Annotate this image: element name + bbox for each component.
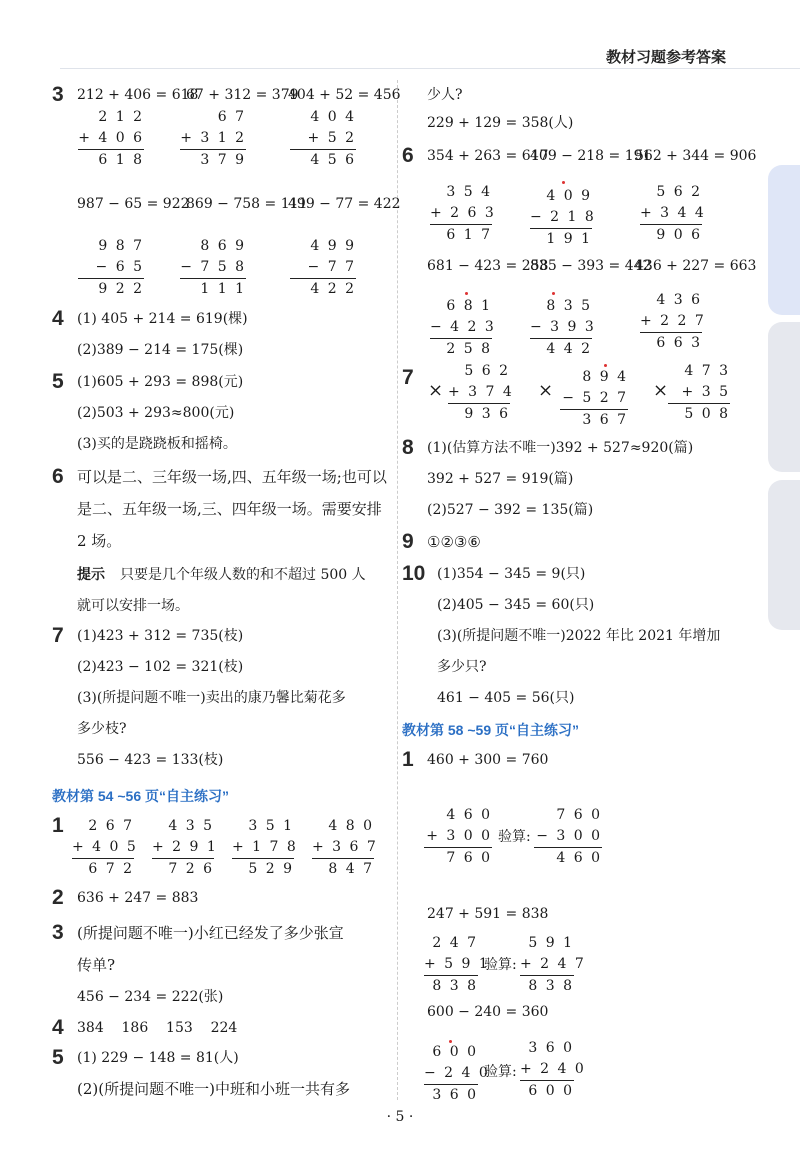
answer-line: (1) 229 − 148 = 81(人) — [77, 1050, 239, 1066]
header-title: 教材习题参考答案 — [606, 49, 727, 66]
question-number: 10 — [402, 562, 426, 585]
vertical-calc: 8 3 5 − 3 9 3 4 4 2 — [530, 296, 592, 360]
wrong-mark: × — [428, 380, 444, 401]
answer-line: (2)503 + 293≈800(元) — [77, 405, 235, 421]
equation: 987 − 65 = 922 — [77, 196, 190, 212]
question-number: 4 — [52, 1016, 64, 1039]
vertical-calc: 5 9 1 + 2 4 7 8 3 8 — [520, 933, 574, 997]
answer-line: (3)买的是跷跷板和摇椅。 — [77, 436, 237, 452]
tip-text: 只要是几个年级人数的和不超过 500 人 — [120, 567, 366, 583]
vertical-calc: 4 6 0 + 3 0 0 7 6 0 — [424, 805, 492, 869]
answer-line: (所提问题不唯一)小红已经发了多少张宣 — [77, 924, 344, 942]
answer-line: 是二、五年级一场,三、四年级一场。需要安排 — [77, 500, 382, 518]
wrong-mark: × — [538, 380, 554, 401]
answer-line: 可以是二、三年级一场,四、五年级一场;也可以 — [77, 468, 387, 486]
vertical-calc: 2 6 7 + 4 0 5 6 7 2 — [72, 816, 134, 880]
equation: 869 − 758 = 111 — [186, 196, 308, 212]
vertical-calc: 6 0 0 − 2 4 0 3 6 0 — [424, 1042, 478, 1106]
vertical-calc: 9 8 7 − 6 5 9 2 2 — [78, 236, 144, 300]
vertical-calc: 4 3 6 + 2 2 7 6 6 3 — [640, 290, 702, 354]
equation: 67 + 312 = 379 — [186, 87, 299, 103]
question-number: 9 — [402, 530, 414, 553]
check-label: 验算: — [484, 1064, 517, 1080]
header-rule — [60, 68, 800, 69]
vertical-calc: 3 5 1 + 1 7 8 5 2 9 — [232, 816, 294, 880]
question-number: 3 — [52, 921, 64, 944]
answer-line: 2 场。 — [77, 532, 122, 550]
side-tab-1[interactable] — [768, 165, 800, 315]
equation: 835 − 393 = 442 — [530, 258, 652, 274]
vertical-calc: 6 7 + 3 1 2 3 7 9 — [180, 107, 246, 171]
answer-line: ①②③⑥ — [427, 533, 481, 551]
side-tab-2[interactable] — [768, 322, 800, 472]
equation: 354 + 263 = 617 — [427, 148, 549, 164]
answer-line: (1) 405 + 214 = 619(棵) — [77, 311, 248, 327]
answer-line: (3)(所提问题不唯一)卖出的康乃馨比菊花多 — [77, 690, 346, 706]
vertical-calc: 4 8 0 + 3 6 7 8 4 7 — [312, 816, 374, 880]
question-number: 7 — [52, 624, 64, 647]
side-tab-3[interactable] — [768, 480, 800, 630]
carry-dot — [562, 181, 565, 184]
question-number: 5 — [52, 1046, 64, 1069]
carry-dot — [552, 292, 555, 295]
equation: 409 − 218 = 191 — [530, 148, 652, 164]
vertical-calc: 8 9 4 − 5 2 7 3 6 7 — [560, 367, 628, 431]
equation: 460 + 300 = 760 — [427, 752, 549, 768]
answer-line: (2)405 − 345 = 60(只) — [437, 597, 595, 613]
vertical-calc: 5 6 2 + 3 7 4 9 3 6 — [448, 361, 510, 425]
answer-line: (3)(所提问题不唯一)2022 年比 2021 年增加 — [437, 628, 721, 644]
question-number: 4 — [52, 307, 64, 330]
equation: 681 − 423 = 258 — [427, 258, 549, 274]
section-heading: 教材第 58 ~59 页“自主练习” — [402, 722, 579, 738]
question-number: 1 — [52, 814, 64, 837]
vertical-calc: 7 6 0 − 3 0 0 4 6 0 — [534, 805, 602, 869]
answer-line: 392 + 527 = 919(篇) — [427, 471, 574, 487]
equation: 212 + 406 = 618 — [77, 87, 199, 103]
vertical-calc: 4 0 9 − 2 1 8 1 9 1 — [530, 186, 592, 250]
vertical-calc: 6 8 1 − 4 2 3 2 5 8 — [430, 296, 492, 360]
equation: 600 − 240 = 360 — [427, 1004, 549, 1020]
equation: 562 + 344 = 906 — [635, 148, 757, 164]
equation: 436 + 227 = 663 — [635, 258, 757, 274]
vertical-calc: 3 6 0 + 2 4 0 6 0 0 — [520, 1038, 574, 1102]
equation: 247 + 591 = 838 — [427, 906, 549, 922]
question-number: 7 — [402, 366, 414, 389]
answer-line: (2)527 − 392 = 135(篇) — [427, 502, 594, 518]
carry-dot — [465, 292, 468, 295]
vertical-calc: 2 4 7 + 5 9 1 8 3 8 — [424, 933, 478, 997]
answer-line: (2)389 − 214 = 175(棵) — [77, 342, 244, 358]
answer-line: (1)354 − 345 = 9(只) — [437, 566, 586, 582]
question-number: 8 — [402, 436, 414, 459]
tip-label: 提示 — [77, 567, 105, 583]
page-number: · 5 · — [386, 1109, 414, 1125]
vertical-calc: 5 6 2 + 3 4 4 9 0 6 — [640, 182, 702, 246]
column-divider — [397, 80, 398, 1100]
question-number: 3 — [52, 83, 64, 106]
equation: 404 + 52 = 456 — [288, 87, 401, 103]
vertical-calc: 4 9 9 − 7 7 4 2 2 — [290, 236, 356, 300]
check-label: 验算: — [498, 829, 531, 845]
question-number: 2 — [52, 886, 64, 909]
vertical-calc: 3 5 4 + 2 6 3 6 1 7 — [430, 182, 492, 246]
answer-line: 多少只? — [437, 659, 487, 675]
answer-line: 456 − 234 = 222(张) — [77, 989, 224, 1005]
answer-line: 384 186 153 224 — [77, 1020, 238, 1036]
vertical-calc: 4 3 5 + 2 9 1 7 2 6 — [152, 816, 214, 880]
vertical-calc: 2 1 2 + 4 0 6 6 1 8 — [78, 107, 144, 171]
vertical-calc: 8 6 9 − 7 5 8 1 1 1 — [180, 236, 246, 300]
answer-line: 传单? — [77, 956, 116, 974]
answer-line: 636 + 247 = 883 — [77, 890, 199, 906]
section-heading: 教材第 54 ~56 页“自主练习” — [52, 788, 229, 804]
answer-line: (2)423 − 102 = 321(枝) — [77, 659, 244, 675]
vertical-calc: 4 0 4 + 5 2 4 5 6 — [290, 107, 356, 171]
check-label: 验算: — [484, 957, 517, 973]
answer-line: (2)(所提问题不唯一)中班和小班一共有多 — [77, 1080, 350, 1098]
vertical-calc: 4 7 3 + 3 5 5 0 8 — [668, 361, 730, 425]
tip-text: 就可以安排一场。 — [77, 598, 189, 614]
answer-line: 461 − 405 = 56(只) — [437, 690, 575, 706]
wrong-mark: × — [653, 380, 669, 401]
answer-line: (1)(估算方法不唯一)392 + 527≈920(篇) — [427, 440, 694, 456]
answer-line: (1)423 + 312 = 735(枝) — [77, 628, 244, 644]
answer-line: 229 + 129 = 358(人) — [427, 115, 574, 131]
question-number: 6 — [52, 465, 64, 488]
question-number: 1 — [402, 748, 414, 771]
answer-line: 556 − 423 = 133(枝) — [77, 752, 224, 768]
answer-line: 少人? — [427, 87, 463, 103]
equation: 499 − 77 = 422 — [288, 196, 401, 212]
answer-line: 多少枝? — [77, 721, 127, 737]
question-number: 6 — [402, 144, 414, 167]
question-number: 5 — [52, 370, 64, 393]
answer-line: (1)605 + 293 = 898(元) — [77, 374, 244, 390]
